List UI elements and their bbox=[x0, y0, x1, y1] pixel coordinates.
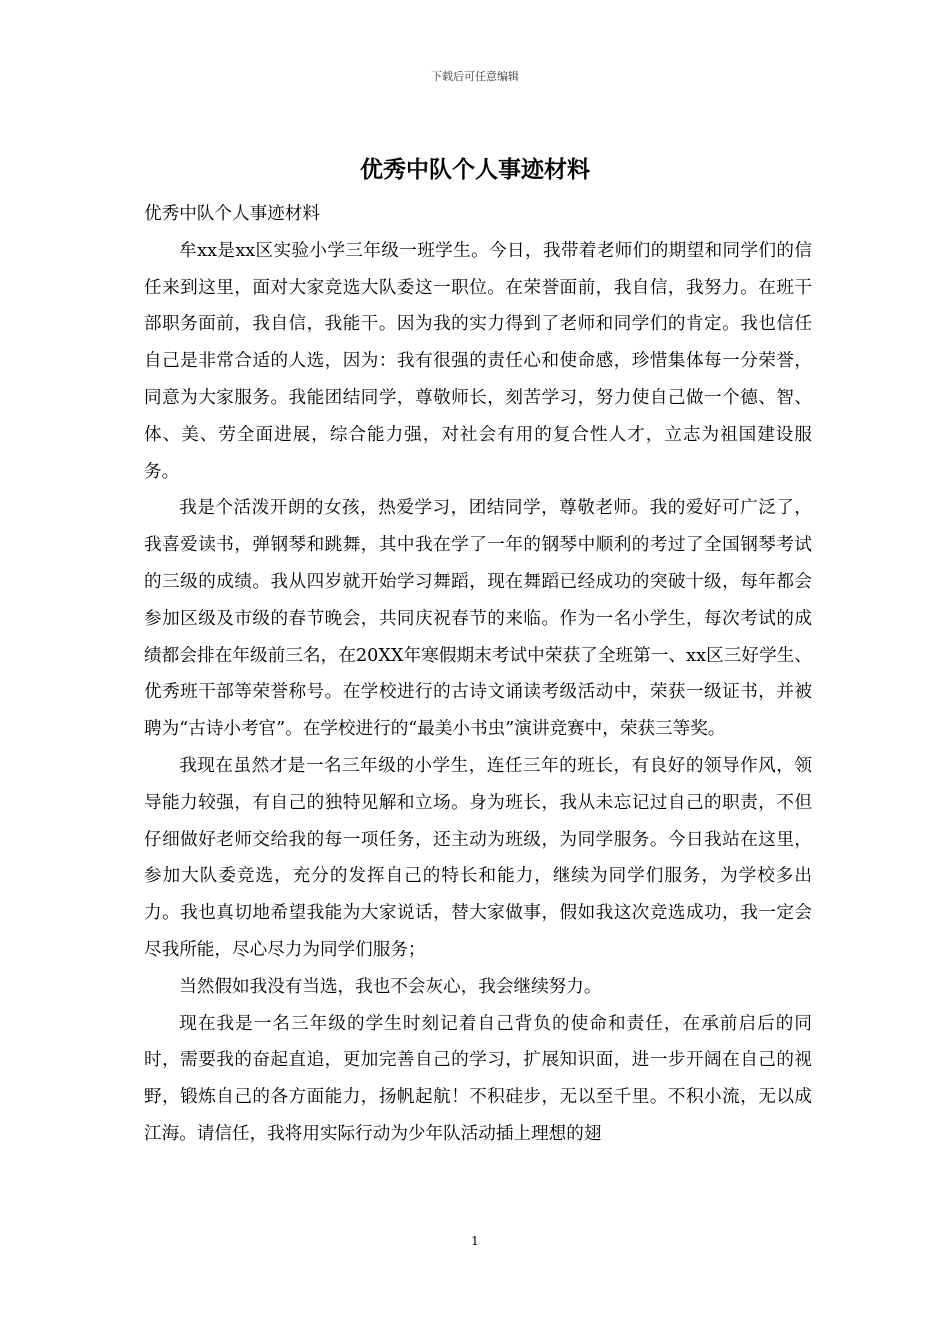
paragraph-2: 我是个活泼开朗的女孩，热爱学习，团结同学，尊敬老师。我的爱好可广泛了，我喜爱读书，弹钢琴和跳舞，其中我在学了一年的钢琴中顺利的考过了全国钢琴考试的三级的成绩。我从四岁就开始学习舞蹈，现在舞蹈已经成功的突破十级，每年都会参加区级及市级的春节晚会，共同庆祝春节的来临。作为一名小学生，每次考试的成绩都会排在年级前三名，在20XX年寒假期末考试中荣获了全班第一、xx区三好学生、优秀班干部等荣誉称号。在学校进行的古诗文诵读考级活动中，荣获一级证书，并被聘为“古诗小考官”。在学校进行的“最美小书虫”演讲竞赛中，荣获三等奖。 bbox=[144, 498, 812, 740]
document-subtitle: 优秀中队个人事迹材料 bbox=[144, 204, 320, 224]
document-title: 优秀中队个人事迹材料 bbox=[360, 156, 590, 183]
paragraph-4: 当然假如我没有当选，我也不会灰心，我会继续努力。 bbox=[179, 976, 602, 997]
document-body bbox=[144, 196, 812, 1153]
paragraph-5: 现在我是一名三年级的学生时刻记着自己背负的使命和责任，在承前启后的同时，需要我的奋起直追，更加完善自己的学习，扩展知识面，进一步开阔在自己的视野，锻炼自己的各方面能力，扬帆起航！不积硅步，无以至千里。不积小流，无以成江海。请信任，我将用实际行动为少年队活动插上理想的翅 bbox=[144, 1013, 812, 1144]
header-note: 下载后可任意编辑 bbox=[431, 70, 519, 83]
page-number: 1 bbox=[471, 1234, 479, 1248]
paragraph-3: 我现在虽然才是一名三年级的小学生，连任三年的班长，有良好的领导作风，领导能力较强，有自己的独特见解和立场。身为班长，我从未忘记过自己的职责，不但仔细做好老师交给我的每一项任务，还主动为班级，为同学服务。今日我站在这里，参加大队委竞选，充分的发挥自己的特长和能力，继续为同学们服务，为学校多出力。我也真切地希望我能为大家说话，替大家做事，假如我这次竞选成功，我一定会尽我所能，尽心尽力为同学们服务； bbox=[144, 755, 812, 960]
paragraph-1: 牟xx是xx区实验小学三年级一班学生。今日，我带着老师们的期望和同学们的信任来到这里，面对大家竞选大队委这一职位。在荣誉面前，我自信，我努力。在班干部职务面前，我自信，我能干。因为我的实力得到了老师和同学们的肯定。我也信任自己是非常合适的人选，因为：我有很强的责任心和使命感，珍惜集体每一分荣誉，同意为大家服务。我能团结同学，尊敬师长，刻苦学习，努力使自己做一个德、智、体、美、劳全面进展，综合能力强，对社会有用的复合性人才，立志为祖国建设服务。 bbox=[144, 240, 812, 482]
